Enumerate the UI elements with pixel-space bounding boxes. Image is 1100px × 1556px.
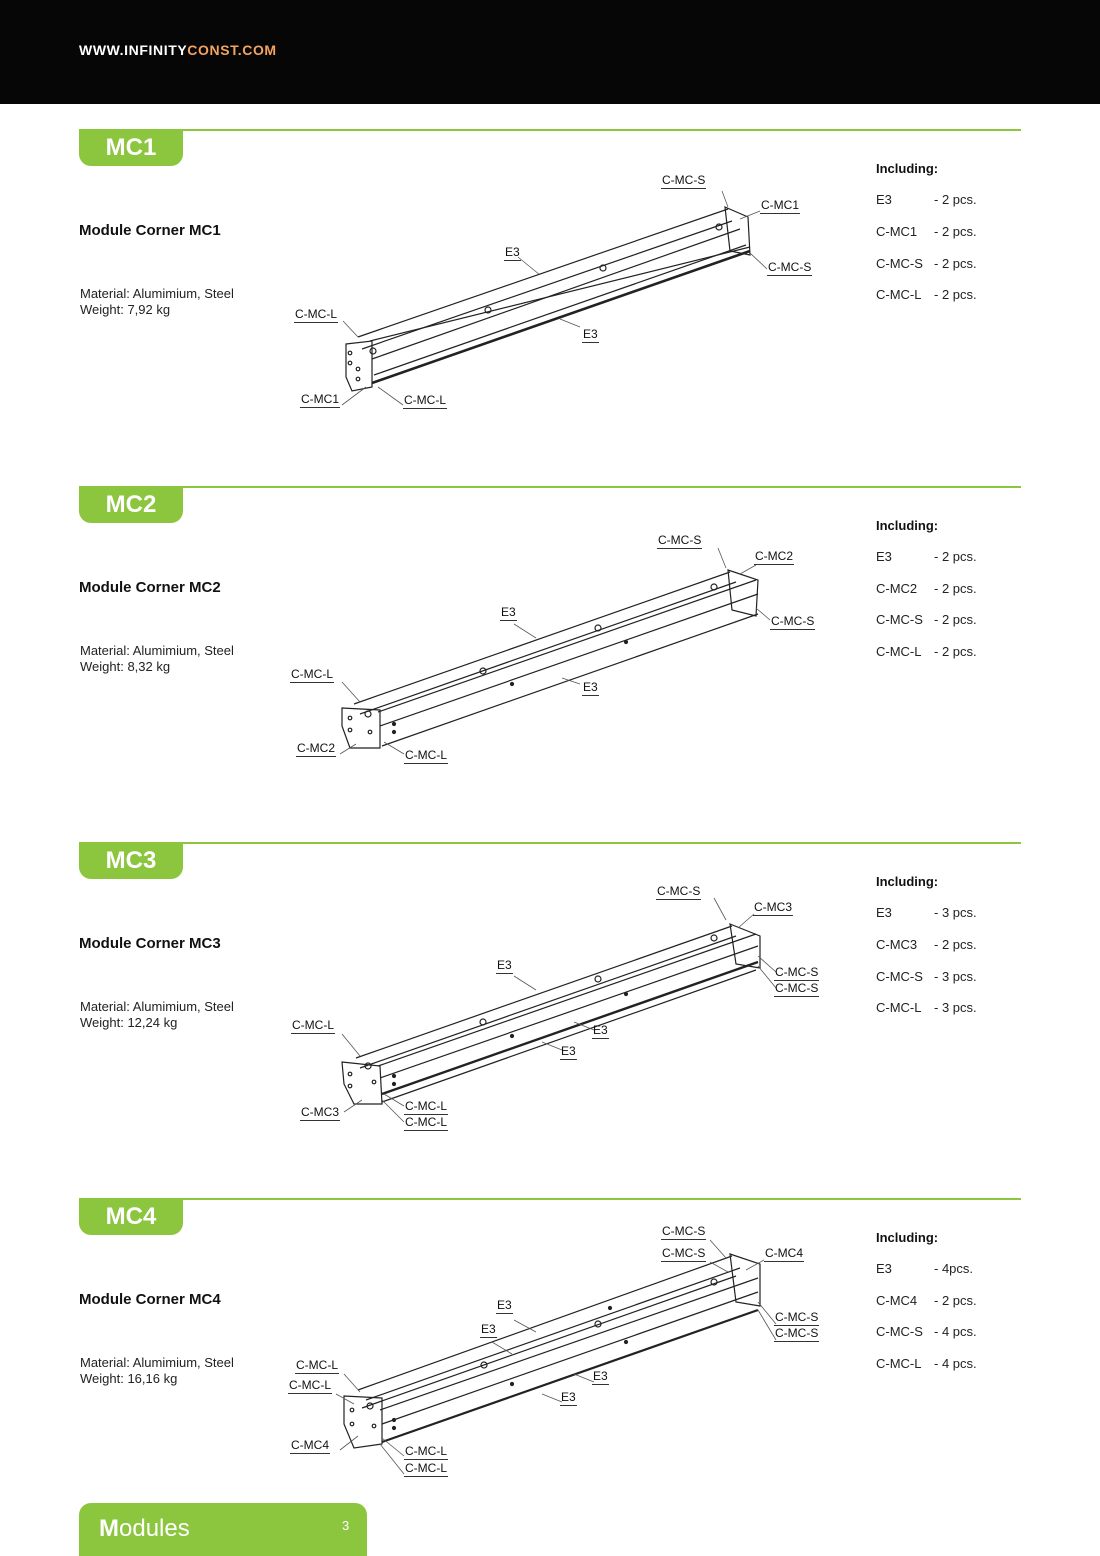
module-drawing	[270, 486, 860, 816]
part-name: C-MC-S	[876, 256, 923, 271]
part-callout: C-MC1	[301, 392, 339, 406]
part-name: C-MC-S	[876, 969, 923, 984]
part-callout: E3	[481, 1322, 496, 1336]
part-callout: C-MC-S	[775, 965, 819, 979]
part-callout: C-MC4	[765, 1246, 803, 1260]
parts-list-item	[876, 612, 1036, 630]
part-callout: C-MC1	[761, 198, 799, 212]
part-callout: E3	[583, 327, 598, 341]
part-callout: E3	[583, 680, 598, 694]
part-callout: C-MC4	[291, 1438, 329, 1452]
module-badge: MC2	[79, 486, 183, 523]
part-callout: C-MC2	[297, 741, 335, 755]
parts-list-item	[876, 256, 1036, 274]
part-callout: C-MC-S	[662, 173, 706, 187]
part-callout: E3	[505, 245, 520, 259]
truss-module-illustration	[270, 842, 860, 1172]
part-name: E3	[876, 192, 892, 207]
part-name: C-MC-L	[876, 1000, 922, 1015]
footer-title	[99, 1515, 190, 1543]
parts-list-item	[876, 644, 1036, 662]
module-weight: Weight: 16,16 kg	[80, 1371, 178, 1386]
part-quantity: - 2 pcs.	[934, 581, 977, 596]
part-name: E3	[876, 549, 892, 564]
website-url[interactable]	[79, 42, 277, 58]
part-callout: C-MC-S	[662, 1246, 706, 1260]
part-callout: E3	[593, 1369, 608, 1383]
footer-title-rest: odules	[119, 1515, 190, 1542]
part-callout: E3	[497, 958, 512, 972]
part-quantity: - 4 pcs.	[934, 1324, 977, 1339]
parts-list-item	[876, 192, 1036, 210]
parts-list-item	[876, 905, 1036, 923]
module-weight: Weight: 8,32 kg	[80, 659, 171, 674]
part-callout: C-MC-L	[295, 307, 337, 321]
module-badge: MC3	[79, 842, 183, 879]
module-material: Material: Alumimium, Steel	[80, 286, 234, 301]
module-material: Material: Alumimium, Steel	[80, 1355, 234, 1370]
part-callout: C-MC2	[755, 549, 793, 563]
parts-list-item	[876, 1261, 1036, 1279]
module-material: Material: Alumimium, Steel	[80, 999, 234, 1014]
part-callout: E3	[593, 1023, 608, 1037]
part-callout: E3	[561, 1044, 576, 1058]
module-drawing	[270, 129, 860, 459]
parts-list-item	[876, 1324, 1036, 1342]
part-quantity: - 2 pcs.	[934, 549, 977, 564]
footer-section-tab	[79, 1503, 367, 1556]
module-material: Material: Alumimium, Steel	[80, 643, 234, 658]
part-name: C-MC-L	[876, 644, 922, 659]
part-callout: C-MC-S	[662, 1224, 706, 1238]
part-callout: C-MC-L	[405, 1461, 447, 1475]
part-callout: E3	[497, 1298, 512, 1312]
part-callout: C-MC-S	[658, 533, 702, 547]
part-name: C-MC3	[876, 937, 918, 952]
module-section-mc2	[0, 486, 1100, 816]
part-name: C-MC4	[876, 1293, 918, 1308]
module-drawing	[270, 1198, 860, 1528]
including-heading: Including:	[876, 874, 939, 889]
part-name: C-MC-L	[876, 287, 922, 302]
part-quantity: - 3 pcs.	[934, 969, 977, 984]
part-quantity: - 4pcs.	[934, 1261, 974, 1276]
module-title: Module Corner MC4	[79, 1291, 221, 1308]
truss-module-illustration	[270, 129, 860, 459]
part-callout: E3	[561, 1390, 576, 1404]
part-callout: C-MC3	[301, 1105, 339, 1119]
part-callout: C-MC-S	[768, 260, 812, 274]
part-callout: C-MC-L	[296, 1358, 338, 1372]
part-quantity: - 2 pcs.	[934, 612, 977, 627]
part-quantity: - 2 pcs.	[934, 256, 977, 271]
website-url-accent: CONST.COM	[187, 42, 277, 58]
part-quantity: - 2 pcs.	[934, 644, 977, 659]
part-name: E3	[876, 905, 892, 920]
part-callout: C-MC-L	[405, 748, 447, 762]
part-name: C-MC-S	[876, 612, 923, 627]
module-section-mc3	[0, 842, 1100, 1172]
part-quantity: - 2 pcs.	[934, 937, 977, 952]
including-heading: Including:	[876, 1230, 939, 1245]
part-callout: C-MC-L	[292, 1018, 334, 1032]
part-callout: C-MC-L	[404, 393, 446, 407]
part-quantity: - 3 pcs.	[934, 905, 977, 920]
part-callout: C-MC-L	[405, 1444, 447, 1458]
module-title: Module Corner MC1	[79, 222, 221, 239]
part-callout: C-MC-S	[657, 884, 701, 898]
part-quantity: - 2 pcs.	[934, 192, 977, 207]
module-title: Module Corner MC2	[79, 579, 221, 596]
module-badge: MC4	[79, 1198, 183, 1235]
parts-list-item	[876, 224, 1036, 242]
parts-list-item	[876, 1000, 1036, 1018]
part-quantity: - 3 pcs.	[934, 1000, 977, 1015]
parts-list-item	[876, 937, 1036, 955]
module-section-mc1	[0, 129, 1100, 459]
parts-list-item	[876, 1356, 1036, 1374]
parts-list-item	[876, 1293, 1036, 1311]
part-name: C-MC2	[876, 581, 918, 596]
module-weight: Weight: 7,92 kg	[80, 302, 171, 317]
parts-list-item	[876, 969, 1036, 987]
module-weight: Weight: 12,24 kg	[80, 1015, 178, 1030]
including-heading: Including:	[876, 518, 939, 533]
part-callout: C-MC-S	[775, 1310, 819, 1324]
part-name: C-MC-S	[876, 1324, 923, 1339]
part-name: C-MC-L	[876, 1356, 922, 1371]
part-quantity: - 2 pcs.	[934, 287, 977, 302]
footer-title-initial: M	[99, 1515, 119, 1542]
part-callout: C-MC-L	[291, 667, 333, 681]
part-callout: C-MC-L	[289, 1378, 331, 1392]
part-name: C-MC1	[876, 224, 918, 239]
module-title: Module Corner MC3	[79, 935, 221, 952]
truss-module-illustration	[270, 486, 860, 816]
parts-list-item	[876, 549, 1036, 567]
part-name: E3	[876, 1261, 892, 1276]
part-callout: E3	[501, 605, 516, 619]
page-header	[0, 0, 1100, 104]
page-number: 3	[342, 1518, 350, 1533]
including-heading: Including:	[876, 161, 939, 176]
module-drawing	[270, 842, 860, 1172]
part-quantity: - 4 pcs.	[934, 1356, 977, 1371]
part-callout: C-MC-L	[405, 1099, 447, 1113]
part-callout: C-MC3	[754, 900, 792, 914]
parts-list-item	[876, 581, 1036, 599]
module-section-mc4	[0, 1198, 1100, 1528]
part-quantity: - 2 pcs.	[934, 224, 977, 239]
parts-list-item	[876, 287, 1036, 305]
part-callout: C-MC-S	[771, 614, 815, 628]
part-quantity: - 2 pcs.	[934, 1293, 977, 1308]
part-callout: C-MC-S	[775, 1326, 819, 1340]
part-callout: C-MC-S	[775, 981, 819, 995]
module-badge: MC1	[79, 129, 183, 166]
website-url-prefix: WWW.INFINITY	[79, 42, 188, 58]
part-callout: C-MC-L	[405, 1115, 447, 1129]
